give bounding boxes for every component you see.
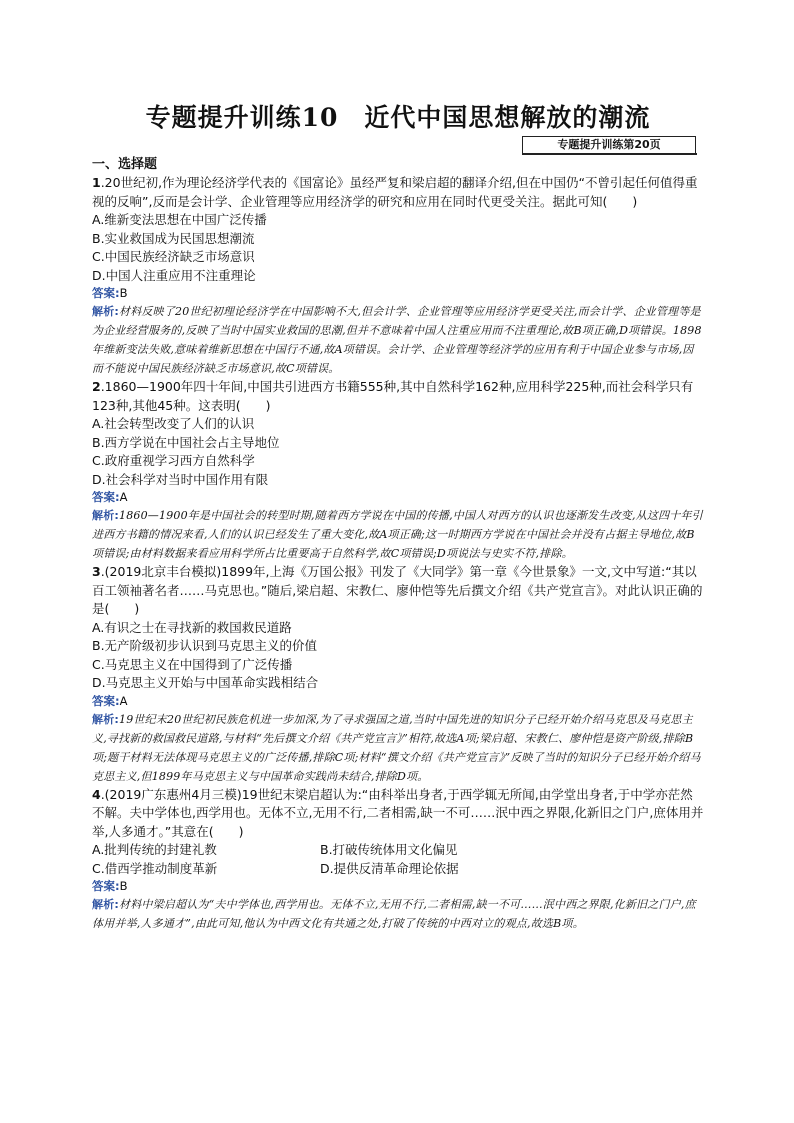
answer-label: 答案: (92, 490, 120, 504)
option-a: A.有识之士在寻找新的救国救民道路 (92, 619, 292, 635)
option-c: C.政府重视学习西方自然科学 (92, 453, 255, 468)
answer-label: 答案: (92, 693, 120, 708)
option-d: D.中国人注重应用不注重理论 (92, 267, 256, 283)
option-a: A.批判传统的封建礼教 (92, 842, 217, 857)
option-a: A.维新变法思想在中国广泛传播 (92, 212, 267, 227)
answer-label: 答案: (92, 879, 120, 893)
question-text: .(2019北京丰台模拟)1899年,上海《万国公报》刊发了《大同学》第一章《今世景象》一文,文中写道:“其以百工领袖著名者……马克思也。”随后,梁启超、宋教仁、廖仲恺等先后撰文介绍《共产党宣言》。对此认识正确的是( ) (92, 564, 703, 616)
explanation-text: 19世纪末20世纪初民族危机进一步加深,为了寻求强国之道,当时中国先进的知识分子已经开始介绍马克思及马克思主义,寻找新的救国救民道路,与材料“先后撰文介绍《共产党宣言》”相符,故选A项;梁启超、宋教仁、廖仲恺是资产阶级,排除B项;题干材料无法体现马克思主义的广泛传播,排除C项;材料“撰文介绍《共产党宣言》”反映了当时的知识分子已经开始介绍马克思主义,但1899年马克思主义与中国革命实践尚未结合,排除D项。 (92, 712, 701, 783)
question-4 (92, 786, 704, 934)
question-stem (92, 174, 704, 211)
option-c: C.马克思主义在中国得到了广泛传播 (92, 656, 293, 672)
option-c: C.借西学推动制度革新 (92, 860, 218, 876)
question-number: 3 (92, 564, 101, 579)
option-d: D.马克思主义开始与中国革命实践相结合 (92, 675, 319, 690)
explanation-text: 材料反映了20世纪初理论经济学在中国影响不大,但会计学、企业管理等应用经济学更受关注,而会计学、企业管理等是为企业经营服务的,反映了当时中国实业救国的思潮,但并不意味着中国人注重应用而不注重理论,故B项正确,D项错误。1898年维新变法失败,意味着维新思想在中国行不通,故A项错误。会计学、企业管理等经济学的应用有利于中国企业参与市场,因而不能说中国民族经济缺乏市场意识,故C项错误。 (92, 305, 702, 375)
option-b: B.西方学说在中国社会占主导地位 (92, 434, 280, 450)
explanation-label: 解析: (92, 712, 119, 726)
answer-line (92, 489, 704, 506)
answer-value: A (119, 490, 128, 504)
answer-value: B (119, 879, 128, 893)
question-text: .20世纪初,作为理论经济学代表的《国富论》虽经严复和梁启超的翻译介绍,但在中国仍“不曾引起任何值得重视的反响”,反而是会计学、企业管理等应用经济学的研究和应用在同时代更受关注。据此可知( ) (92, 175, 698, 209)
explanation (92, 710, 704, 786)
answer-value: B (119, 286, 128, 300)
answer-value: A (119, 693, 128, 708)
option-row (92, 841, 704, 860)
explanation-label: 解析: (92, 898, 119, 911)
answer-line (92, 878, 704, 895)
question-1 (92, 174, 704, 378)
question-2 (92, 378, 704, 563)
option-d: D.社会科学对当时中国作用有限 (92, 471, 269, 487)
question-text: .1860—1900年四十年间,中国共引进西方书籍555种,其中自然科学162种,应用科学225种,而社会科学只有123种,其他45种。这表明( ) (92, 379, 694, 413)
question-stem (92, 563, 704, 619)
option-row (92, 860, 704, 879)
explanation-text: 1860—1900年是中国社会的转型时期,随着西方学说在中国的传播,中国人对西方的认识也逐渐发生改变,从这四十年引进西方书籍的情况来看,人们的认识已经发生了重大变化,故A项正确;这一时期西方学说在中国社会并没有占据主导地位,故B项错误;由材料数据来看应用科学所占比重要高于自然科学,故C项错误;D项说法与史实不符,排除。 (92, 509, 703, 560)
explanation (92, 506, 704, 563)
option-d: D.提供反清革命理论依据 (320, 860, 459, 876)
question-number: 1 (92, 175, 101, 190)
option-a: A.社会转型改变了人们的认识 (92, 416, 255, 431)
answer-line (92, 693, 704, 710)
section-heading: 一、选择题 (92, 157, 158, 172)
option-b: B.无产阶级初步认识到马克思主义的价值 (92, 638, 318, 653)
answer-line (92, 285, 704, 302)
content (92, 155, 704, 933)
explanation-label: 解析: (92, 509, 119, 522)
explanation-text: 材料中梁启超认为“夫中学体也,西学用也。无体不立,无用不行,二者相需,缺一不可……泯中西之界限,化新旧之门户,庶体用并举,人多通才”,由此可知,他认为中西文化有共通之处,打破了传统的中西对立的观点,故选B项。 (92, 898, 696, 930)
option-c: C.中国民族经济缺乏市场意识 (92, 249, 255, 264)
question-stem (92, 378, 704, 415)
explanation (92, 895, 704, 933)
question-number: 4 (92, 786, 101, 802)
exercise-reference-box: 专题提升训练第20页 (522, 136, 696, 154)
question-number: 2 (92, 379, 101, 394)
answer-label: 答案: (92, 286, 120, 300)
question-3 (92, 563, 704, 786)
option-b: B.打破传统体用文化偏见 (320, 842, 458, 857)
explanation-label: 解析: (92, 305, 119, 318)
option-b: B.实业救国成为民国思想潮流 (92, 230, 255, 246)
explanation (92, 302, 704, 378)
question-stem (92, 786, 704, 842)
page-title: 专题提升训练10 近代中国思想解放的潮流 (145, 103, 651, 132)
question-text: .(2019广东惠州4月三模)19世纪末梁启超认为:“由科举出身者,于西学辄无所闻,由学堂出身者,于中学亦茫然不解。夫中学体也,西学用也。无体不立,无用不行,二者相需,缺一不可……泯中西之界限,化新旧之门户,庶体用并举,人多通才。”其意在( ) (92, 786, 704, 839)
